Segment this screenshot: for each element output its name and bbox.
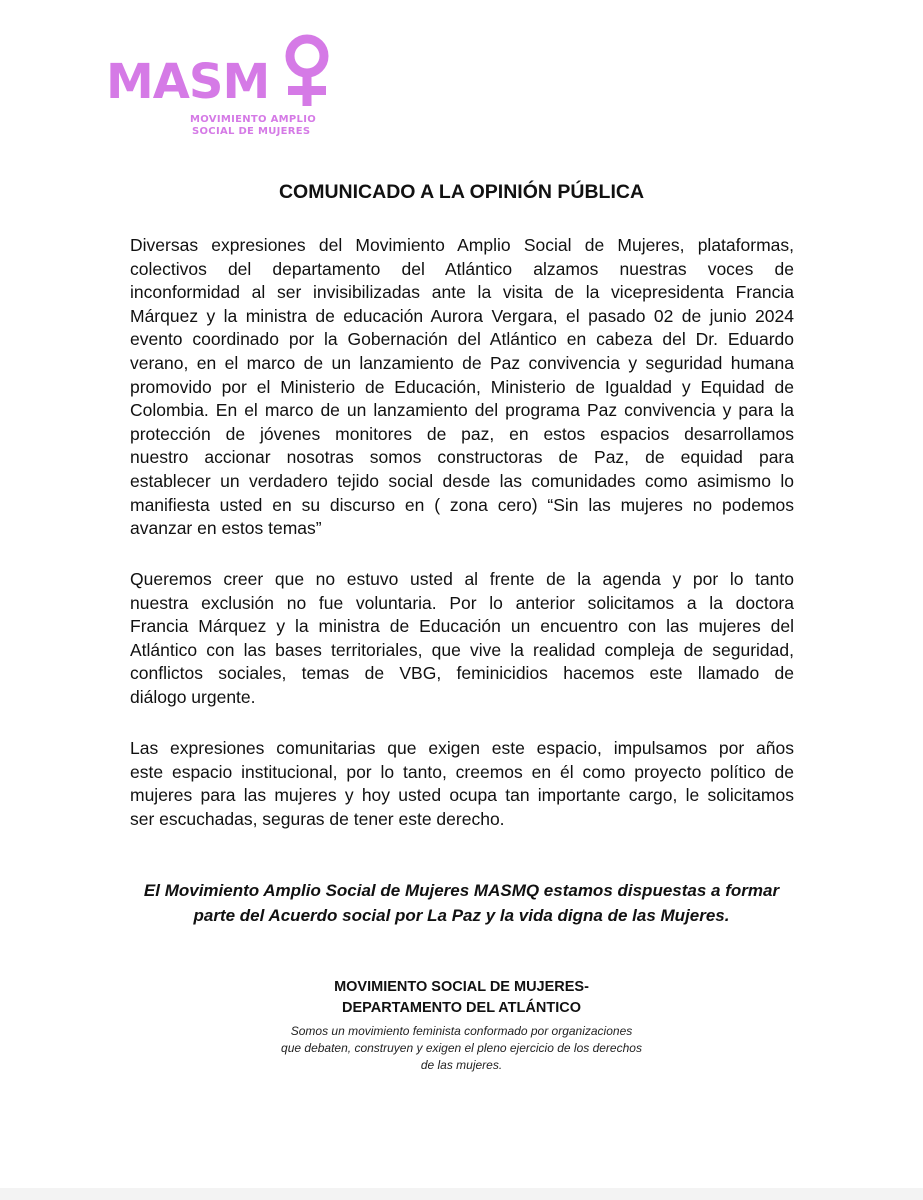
logo-subtitle (190, 114, 316, 138)
paragraph-line: avanzar en estos temas” (130, 518, 322, 539)
description-line-1: Somos un movimiento feminista conformado por organizaciones (290, 1024, 633, 1038)
paragraph-line: verano, en el marco de un lanzamiento de Paz convivencia y seguridad humana (130, 352, 794, 373)
signature-description (0, 1023, 923, 1074)
paragraph-line: este espacio institucional, por lo tanto, creemos en él como proyecto político de (130, 761, 794, 782)
paragraph-line: Queremos creer que no estuvo usted al frente de la agenda y por lo tanto (130, 569, 794, 589)
paragraph-line: mujeres para las mujeres y hoy usted ocupa tan importante cargo, le solicitamos (130, 785, 794, 806)
logo-subtitle-line1: MOVIMIENTO AMPLIO (190, 114, 317, 125)
paragraph-line: evento coordinado por la Gobernación del Atlántico en cabeza del Dr. Eduardo (130, 329, 794, 350)
paragraph-1 (130, 234, 794, 541)
paragraph-line: nuestra exclusión no fue voluntaria. Por lo anterior solicitamos a la doctora (130, 592, 794, 613)
paragraph-line: diálogo urgente. (130, 686, 256, 707)
paragraph-line: promovido por el Ministerio de Educación, Ministerio de Igualdad y Equidad de (130, 376, 794, 397)
logo-subtitle-line2: SOCIAL DE MUJERES (192, 126, 311, 137)
paragraph-2 (130, 568, 794, 710)
paragraph-line: Francia Márquez y la ministra de Educación un encuentro con las mujeres del (130, 616, 794, 637)
closing-line-2: parte del Acuerdo social por La Paz y la vida digna de las Mujeres. (193, 906, 730, 925)
paragraph-line: Colombia. En el marco de un lanzamiento del programa Paz convivencia y para la (130, 400, 794, 421)
paragraph-line: Márquez y la ministra de educación Aurora Vergara, el pasado 02 de junio 2024 (130, 305, 794, 326)
logo-wordmark: MASM (106, 54, 270, 110)
paragraph-line: Diversas expresiones del Movimiento Amplio Social de Mujeres, plataformas, (130, 235, 794, 255)
signature-line-2: DEPARTAMENTO DEL ATLÁNTICO (342, 1000, 581, 1016)
document-title: COMUNICADO A LA OPINIÓN PÚBLICA (278, 181, 645, 203)
paragraph-line: conflictos sociales, temas de VBG, feminicidios hacemos este llamado de (130, 663, 794, 684)
paragraph-line: protección de jóvenes monitores de paz, en estos espacios desarrollamos (130, 423, 794, 444)
closing-statement (0, 878, 923, 928)
description-line-2: que debaten, construyen y exigen el pleno ejercicio de los derechos (281, 1041, 642, 1055)
paragraph-line: colectivos del departamento del Atlántico alzamos nuestras voces de (130, 258, 794, 279)
closing-line-1: El Movimiento Amplio Social de Mujeres MASMQ estamos dispuestas a formar (143, 881, 780, 900)
paragraph-line: manifiesta usted en su discurso en ( zona cero) “Sin las mujeres no podemos (130, 494, 794, 515)
paragraph-line: nuestro accionar nosotras somos constructoras de Paz, de equidad para (130, 447, 794, 468)
paragraph-line: inconformidad al ser invisibilizadas ante la visita de la vicepresidenta Francia (130, 282, 794, 303)
paragraph-line: Atlántico con las bases territoriales, que vive la realidad compleja de seguridad, (130, 639, 794, 660)
paragraph-line: Las expresiones comunitarias que exigen este espacio, impulsamos por años (130, 738, 794, 758)
signature-line-1: MOVIMIENTO SOCIAL DE MUJERES- (334, 979, 589, 995)
signature-block (0, 977, 923, 1019)
venus-icon (280, 34, 334, 106)
description-line-3: de las mujeres. (420, 1058, 503, 1072)
paragraph-3 (130, 737, 794, 831)
paragraph-line: ser escuchadas, seguras de tener este derecho. (130, 808, 505, 829)
page-bottom-edge (0, 1188, 923, 1200)
paragraph-line: establecer un verdadero tejido social desde las comunidades como asimismo lo (130, 470, 794, 491)
masmq-logo (104, 34, 344, 144)
